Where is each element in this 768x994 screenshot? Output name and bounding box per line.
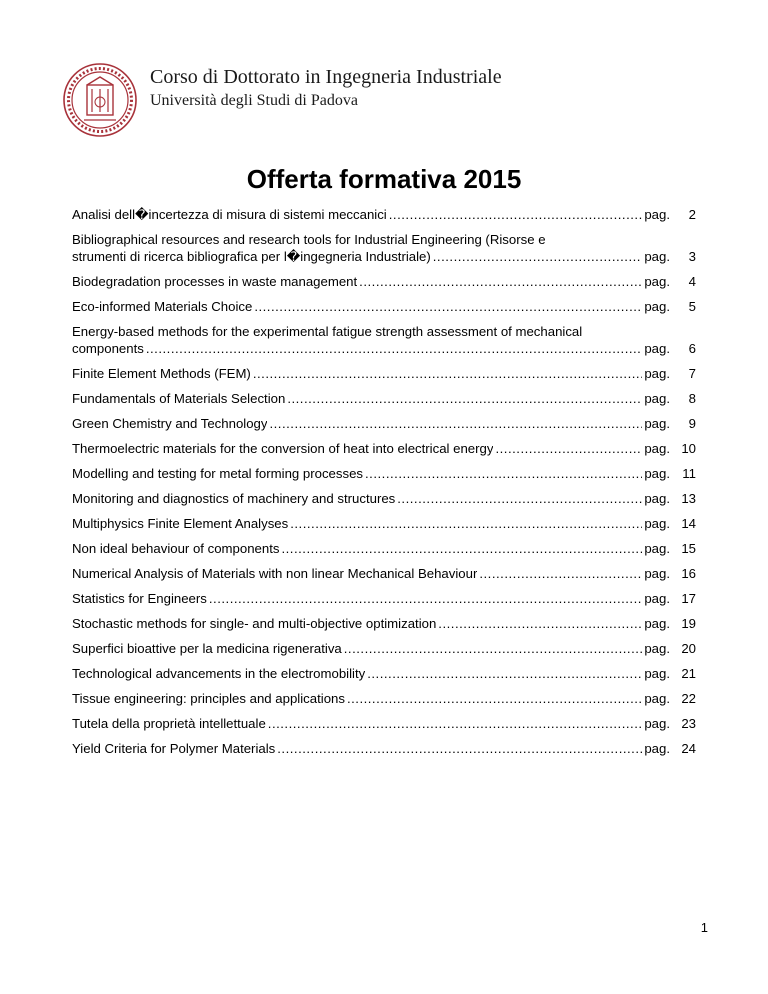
toc-entry <box>72 715 696 732</box>
toc-entry-title-line1: Energy-based methods for the experimental fatigue strength assessment of mechanical <box>72 324 583 339</box>
dot-leader <box>389 206 643 223</box>
toc-entry-title: Monitoring and diagnostics of machinery and structures <box>72 491 396 506</box>
toc-entry-title: Eco-informed Materials Choice <box>72 299 253 314</box>
toc-entry <box>72 231 696 265</box>
toc-page-number: 7 <box>688 366 696 381</box>
page-title: Offerta formativa 2015 <box>246 164 522 194</box>
pag-label: pag. <box>644 441 670 456</box>
pag-label: pag. <box>644 274 670 289</box>
pag-label: pag. <box>644 491 670 506</box>
toc-entry-title: Fundamentals of Materials Selection <box>72 391 286 406</box>
toc-page-number: 15 <box>681 541 696 556</box>
toc-entry-title: Statistics for Engineers <box>72 591 207 606</box>
toc-page-number: 4 <box>688 274 696 289</box>
toc-page-number: 20 <box>681 641 696 656</box>
pag-label: pag. <box>644 616 670 631</box>
toc-entry-title: Green Chemistry and Technology <box>72 416 268 431</box>
dot-leader <box>277 740 642 757</box>
dot-leader <box>495 440 642 457</box>
pag-label: pag. <box>644 249 670 264</box>
dot-leader <box>347 690 642 707</box>
toc-page-number: 11 <box>682 466 696 481</box>
pag-label: pag. <box>644 691 670 706</box>
pag-label: pag. <box>644 591 670 606</box>
toc-entry-title-line1: Bibliographical resources and research tools for Industrial Engineering (Risorse e <box>72 232 546 247</box>
dot-leader <box>287 390 642 407</box>
toc-page-number: 2 <box>688 207 696 222</box>
dot-leader <box>479 565 642 582</box>
toc-page-number: 14 <box>681 516 696 531</box>
dot-leader <box>281 540 642 557</box>
toc-page-number: 24 <box>681 741 696 756</box>
toc-entry <box>72 565 696 582</box>
institution-subtitle: Università degli Studi di Padova <box>150 92 358 109</box>
toc-entry-line2 <box>72 340 696 357</box>
toc-entry-title: Tissue engineering: principles and applications <box>72 691 345 706</box>
toc-entry <box>72 740 696 757</box>
pag-label: pag. <box>644 666 670 681</box>
pag-label: pag. <box>644 416 670 431</box>
dot-leader <box>253 365 643 382</box>
dot-leader <box>397 490 642 507</box>
toc-entry-title: Analisi dell�incertezza di misura di sistemi meccanici <box>72 207 387 222</box>
toc-entry-title: Thermoelectric materials for the conversion of heat into electrical energy <box>72 441 494 456</box>
pag-label: pag. <box>644 716 670 731</box>
toc-entry <box>72 515 696 532</box>
dot-leader <box>433 248 643 265</box>
dot-leader <box>146 340 642 357</box>
pag-label: pag. <box>644 641 670 656</box>
toc-entry <box>72 206 696 223</box>
table-of-contents <box>72 206 696 765</box>
toc-entry <box>72 690 696 707</box>
toc-entry <box>72 440 696 457</box>
toc-page-number: 8 <box>688 391 696 406</box>
toc-page-number: 17 <box>681 591 696 606</box>
toc-page-number: 22 <box>681 691 696 706</box>
toc-entry <box>72 365 696 382</box>
university-seal-icon <box>62 62 138 138</box>
dot-leader <box>344 640 643 657</box>
toc-entry <box>72 298 696 315</box>
toc-entry <box>72 490 696 507</box>
toc-page-number: 6 <box>688 341 696 356</box>
letterhead <box>62 62 702 122</box>
toc-entry <box>72 665 696 682</box>
pag-label: pag. <box>644 541 670 556</box>
toc-page-number: 13 <box>681 491 696 506</box>
pag-label: pag. <box>644 207 670 222</box>
dot-leader <box>254 298 642 315</box>
toc-entry-title: Stochastic methods for single- and multi-objective optimization <box>72 616 437 631</box>
toc-entry <box>72 540 696 557</box>
toc-page-number: 9 <box>688 416 696 431</box>
pag-label: pag. <box>644 366 670 381</box>
toc-entry-title: Superfici bioattive per la medicina rigenerativa <box>72 641 342 656</box>
toc-page-number: 5 <box>688 299 696 314</box>
pag-label: pag. <box>644 516 670 531</box>
toc-entry-title: Modelling and testing for metal forming processes <box>72 466 364 481</box>
toc-page-number: 19 <box>681 616 696 631</box>
dot-leader <box>359 273 642 290</box>
toc-entry-title: Technological advancements in the electromobility <box>72 666 366 681</box>
institution-title: Corso di Dottorato in Ingegneria Industriale <box>150 66 502 88</box>
dot-leader <box>365 465 642 482</box>
toc-entry-title: components <box>72 341 144 356</box>
toc-entry-title: Tutela della proprietà intellettuale <box>72 716 266 731</box>
toc-entry-title: Finite Element Methods (FEM) <box>72 366 251 381</box>
dot-leader <box>438 615 642 632</box>
pag-label: pag. <box>644 341 670 356</box>
toc-entry <box>72 615 696 632</box>
toc-entry <box>72 323 696 357</box>
toc-entry-title: Multiphysics Finite Element Analyses <box>72 516 289 531</box>
dot-leader <box>209 590 642 607</box>
dot-leader <box>268 715 643 732</box>
toc-page-number: 16 <box>681 566 696 581</box>
toc-entry <box>72 390 696 407</box>
toc-entry <box>72 415 696 432</box>
pag-label: pag. <box>644 466 670 481</box>
dot-leader <box>269 415 642 432</box>
toc-entry-title: Yield Criteria for Polymer Materials <box>72 741 276 756</box>
dot-leader <box>290 515 642 532</box>
toc-entry-title: Biodegradation processes in waste management <box>72 274 358 289</box>
toc-entry-line2 <box>72 248 696 265</box>
toc-page-number: 3 <box>688 249 696 264</box>
toc-page-number: 21 <box>681 666 696 681</box>
toc-entry-title: Numerical Analysis of Materials with non linear Mechanical Behaviour <box>72 566 478 581</box>
pag-label: pag. <box>644 566 670 581</box>
toc-entry <box>72 465 696 482</box>
toc-entry-title: strumenti di ricerca bibliografica per l�ingegneria Industriale) <box>72 249 431 264</box>
dot-leader <box>367 665 642 682</box>
toc-entry <box>72 640 696 657</box>
toc-page-number: 23 <box>681 716 696 731</box>
pag-label: pag. <box>644 741 670 756</box>
toc-entry <box>72 590 696 607</box>
pag-label: pag. <box>644 299 670 314</box>
pag-label: pag. <box>644 391 670 406</box>
toc-page-number: 10 <box>681 441 696 456</box>
page-number: 1 <box>700 920 708 935</box>
toc-entry <box>72 273 696 290</box>
toc-entry-title: Non ideal behaviour of components <box>72 541 280 556</box>
